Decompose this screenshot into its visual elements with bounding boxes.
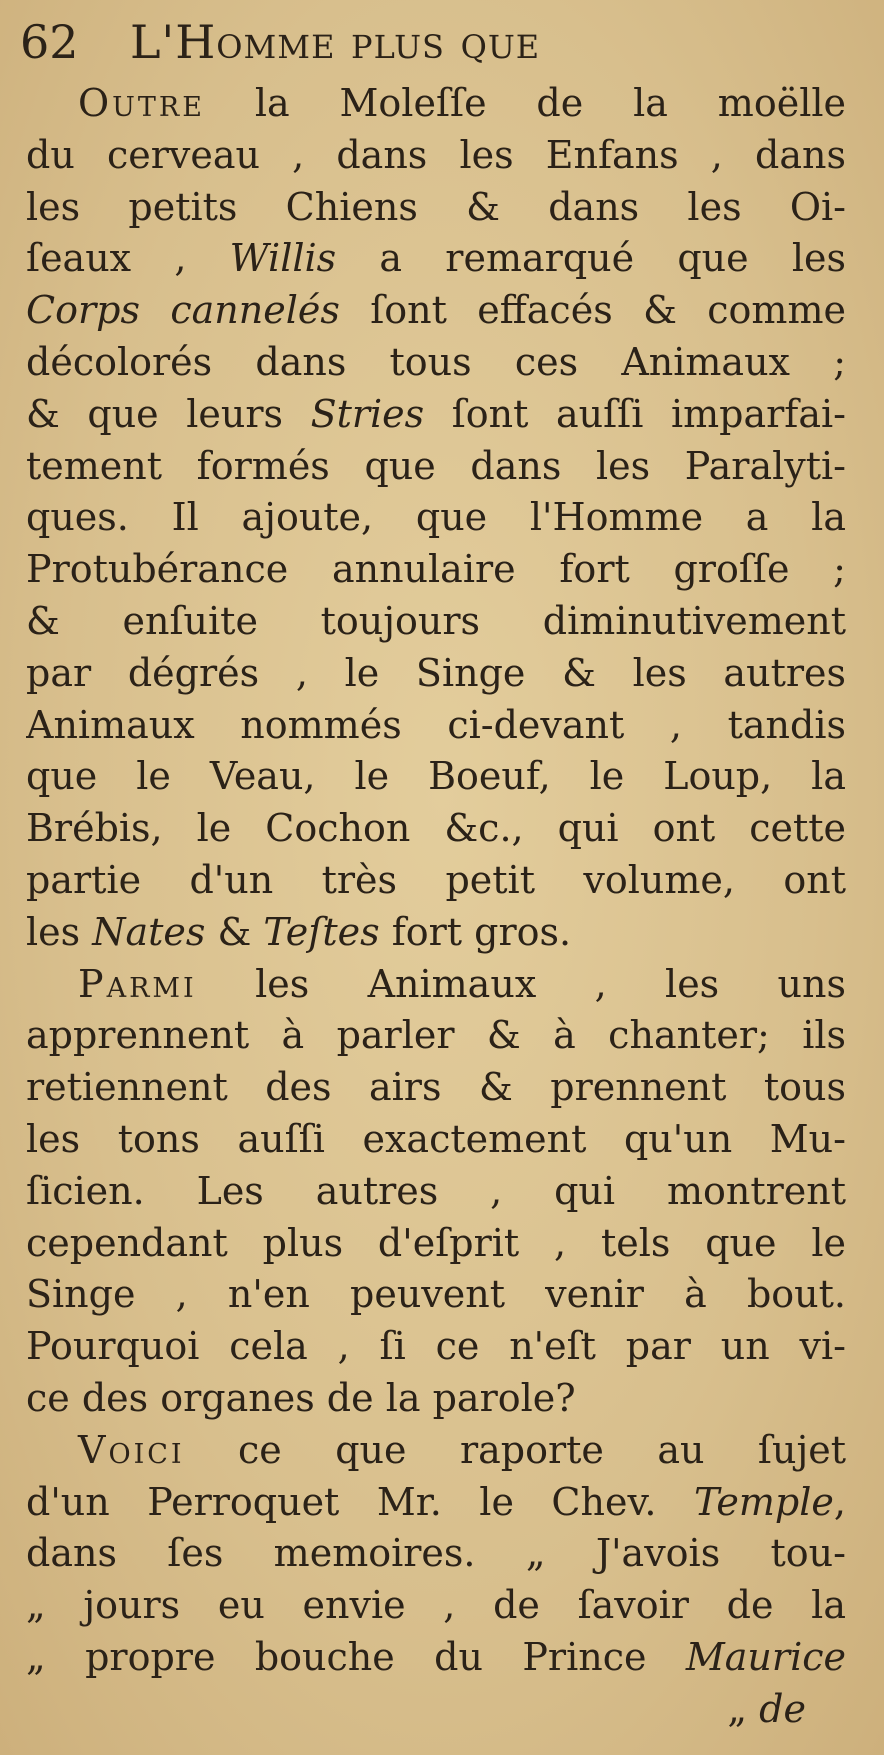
text-segment: ce que raporte au ſujet [184,1427,846,1472]
text-line [26,907,846,959]
text-segment: par dégrés , le Singe & les autres [26,650,846,695]
text-segment: d'un Perroquet Mr. le Chev. [26,1479,695,1524]
text-segment: „ jours eu envie , de ſavoir de la [26,1583,846,1628]
text-line [26,78,846,130]
text-segment: dans ſes memoires. „ J'avois tou- [26,1531,846,1576]
text-line [26,233,846,285]
text-line [26,1373,846,1425]
text-segment: fort gros. [379,909,572,954]
text-line [26,337,846,389]
italic-text: de [759,1686,806,1731]
page-number: 62 [20,15,79,69]
text-segment: les Animaux , les uns [196,961,846,1006]
text-segment: tement formés que dans les Paralyti- [26,443,846,488]
text-line [26,648,846,700]
text-segment: , [833,1479,846,1524]
text-line [26,1580,846,1632]
text-line [26,855,846,907]
small-caps-text: Parmi [78,961,197,1006]
text-line [26,1528,846,1580]
text-line [26,130,846,182]
text-line [26,596,846,648]
small-caps-text: Voici [78,1427,185,1472]
text-segment: ſont effacés & comme [339,288,846,333]
text-line [26,1062,846,1114]
small-caps-text: Outre [78,81,205,125]
italic-text: Stries [310,391,425,436]
text-segment: & que leurs [26,391,311,436]
text-segment: partie d'un très petit volume, ont [26,857,846,902]
text-segment: Singe , n'en peuvent venir à bout. [26,1272,846,1317]
text-segment: ce des organes de la parole? [26,1375,576,1420]
text-segment: les tons auſſi exactement qu'un Mu- [26,1116,846,1161]
italic-text: Temple [694,1479,834,1524]
text-line [26,1477,846,1529]
text-segment: cependant plus d'eſprit , tels que le [26,1220,846,1265]
text-segment: a remarqué que les [336,236,846,281]
text-line [26,1425,846,1477]
italic-text: Willis [229,236,337,281]
text-line [26,803,846,855]
text-line [26,285,846,337]
text-line [26,1269,846,1321]
text-line [26,182,846,234]
text-segment: la Moleſſe de la moëlle [204,81,846,125]
text-segment: apprennent à parler & à chanter; ils [26,1013,846,1058]
text-line [26,751,846,803]
body-text [26,78,846,1736]
text-line [26,389,846,441]
text-segment: & [205,909,264,954]
text-segment: Pourquoi cela , ſi ce n'eſt par un vi- [26,1324,846,1369]
text-line [26,959,846,1011]
text-line [26,1010,846,1062]
text-segment: que le Veau, le Boeuf, le Loup, la [26,754,846,799]
text-line [26,1632,846,1684]
text-segment: retiennent des airs & prennent tous [26,1065,846,1110]
text-segment: „ [727,1686,760,1731]
text-line [26,700,846,752]
text-segment: Brébis, le Cochon &c., qui ont cette [26,806,846,851]
page-header [20,12,860,72]
text-line [26,1218,846,1270]
italic-text: Teſtes [263,909,380,954]
text-segment: décolorés dans tous ces Animaux ; [26,339,846,384]
text-segment: ques. Il ajoute, que l'Homme a la [26,495,846,540]
text-segment: „ propre bouche du Prince [26,1634,686,1679]
text-line [26,1166,846,1218]
text-segment: Animaux nommés ci-devant , tandis [26,702,846,747]
text-segment: ſont auſſi imparfai- [424,391,846,436]
text-segment: Protubérance annulaire fort groſſe ; [26,547,846,592]
text-line [26,1684,846,1736]
text-segment: ſicien. Les autres , qui montrent [26,1168,846,1213]
text-line [26,441,846,493]
text-segment: les petits Chiens & dans les Oi- [26,184,846,229]
text-segment: & enſuite toujours diminutivement [26,598,846,643]
text-segment: les [26,909,93,954]
text-line [26,492,846,544]
text-line [26,544,846,596]
text-segment: du cerveau , dans les Enfans , dans [26,132,846,177]
text-line [26,1321,846,1373]
italic-text: Maurice [685,1634,846,1679]
italic-text: Nates [92,909,206,954]
italic-text: Corps cannelés [26,288,340,333]
running-title: L'Homme plus que [130,15,541,69]
text-line [26,1114,846,1166]
text-segment: ſeaux , [26,236,230,281]
